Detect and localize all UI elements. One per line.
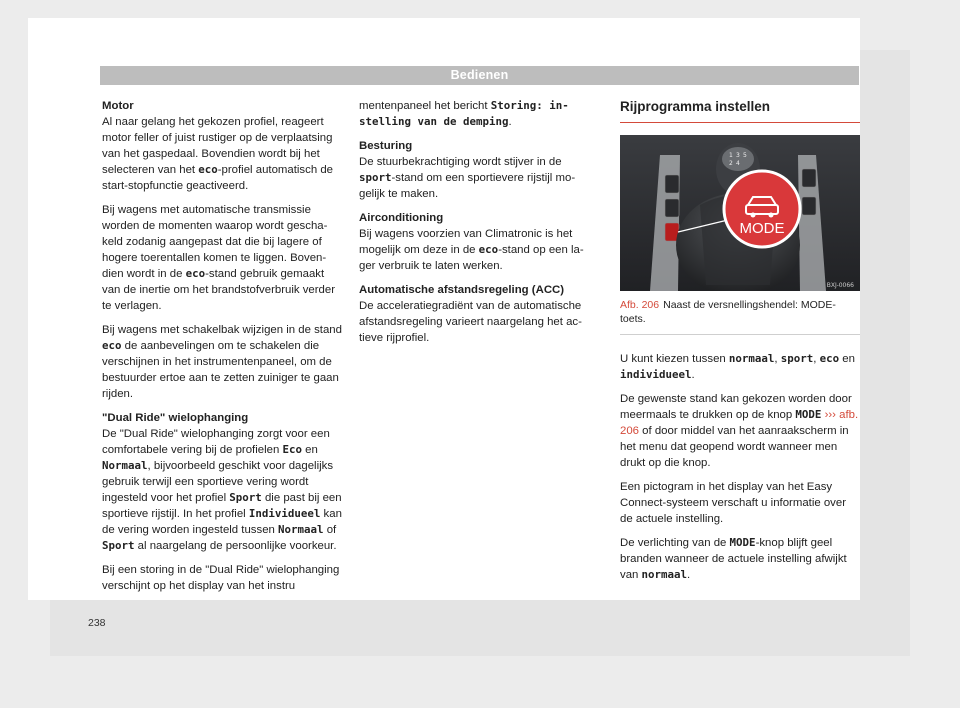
- figure-code: BXJ-0066: [826, 282, 854, 289]
- figure-reference-link[interactable]: ››› afb. 206: [620, 409, 859, 437]
- section-title: Rijprogramma instellen: [620, 98, 860, 123]
- gear-number-5: 5: [743, 152, 747, 159]
- mode-light-paragraph: De verlichting van de MODE-knop blijft geel branden wanneer de actuele instelling afwijkt van normaal.: [620, 536, 847, 581]
- gear-number-2: 2: [729, 160, 733, 167]
- acc-heading: Automatische afstandsregeling (ACC): [359, 284, 565, 296]
- pictogram-paragraph: Een pictogram in het display van het Easy Connect-systeem verschaft u informatie over de actuele instelling.: [620, 481, 847, 525]
- page-number: 238: [88, 617, 106, 629]
- airco-heading: Airconditioning: [359, 212, 444, 224]
- dual-ride-heading: "Dual Ride" wielophanging: [102, 412, 249, 424]
- airco-paragraph: Bij wagens voorzien van Climatronic is het mogelijk om deze in de eco-stand op een lager verbruik te laten werken.: [359, 228, 584, 272]
- gear-lever-figure: [620, 135, 860, 291]
- motor-paragraph: Al naar gelang het gekozen profiel, reageert motor feller of juist rustiger op de verplaatsing van het gaspedaal. Bovendien wordt bij het selecteren van het eco-profiel automatisch de start-stopfunctie geactiveerd.: [102, 116, 333, 192]
- figure-caption: Afb. 206 Naast de versnellingshendel: MODE-toets.: [620, 298, 860, 335]
- gear-number-1: 1: [729, 152, 733, 159]
- fault-continued-paragraph: mentenpaneel het bericht Storing: instelling van de demping.: [359, 99, 569, 128]
- dual-ride-paragraph: De "Dual Ride" wielophanging zorgt voor een comfortabele vering bij de profielen Eco en Normaal, bijvoorbeeld geschikt voor dagelijks gebruik terwijl een sportieve vering wordt ingesteld voor het profiel Sport die past bij een sportieve rijstijl. In het profiel Individueel kan de vering worden ingesteld tussen Normaal of Sport al naargelang de persoonlijke voorkeur.: [102, 428, 342, 552]
- acc-paragraph: De acceleratiegradiënt van de automatische afstandsregeling varieert naargelang het actieve rijprofiel.: [359, 300, 582, 344]
- column-right: [620, 98, 860, 591]
- gear-number-4: 4: [736, 160, 740, 167]
- mode-choice-paragraph: U kunt kiezen tussen normaal, sport, eco en individueel.: [620, 352, 855, 381]
- motor-heading: Motor: [102, 100, 134, 112]
- manual-paragraph: Bij wagens met schakelbak wijzigen in de stand eco de aanbevelingen om te schakelen die verschijnen in het instrumentenpaneel, om de bestuurder ertoe aan te zetten zuiniger te gaan rijden.: [102, 324, 342, 400]
- gear-lever-illustration: [620, 135, 860, 291]
- steering-heading: Besturing: [359, 140, 413, 152]
- steering-paragraph: De stuurbekrachtiging wordt stijver in de sport-stand om een sportievere rijstijl mogelijk te maken.: [359, 156, 576, 200]
- chapter-header: Bedienen: [100, 66, 859, 85]
- gear-number-3: 3: [736, 152, 740, 159]
- fault-paragraph: Bij een storing in de "Dual Ride" wielophanging verschijnt op het display van het instru: [102, 564, 340, 592]
- column-middle: [359, 98, 595, 354]
- automatic-paragraph: Bij wagens met automatische transmissie worden de momenten waarop wordt geschakeld zodanig aangepast dat die bij lagere of hogere toerentallen komen te liggen. Bovendien wordt in de eco-stand gebruik gemaakt van de inertie om het brandstofverbruik verder te verlagen.: [102, 204, 335, 312]
- column-left: [102, 98, 342, 602]
- mode-callout-label: MODE: [739, 220, 785, 237]
- mode-select-paragraph: De gewenste stand kan gekozen worden door meermaals te drukken op de knop MODE ››› afb. 206 of door middel van het aanraakscherm in het menu dat geopend wordt wanneer men drukt op die knop.: [620, 393, 859, 469]
